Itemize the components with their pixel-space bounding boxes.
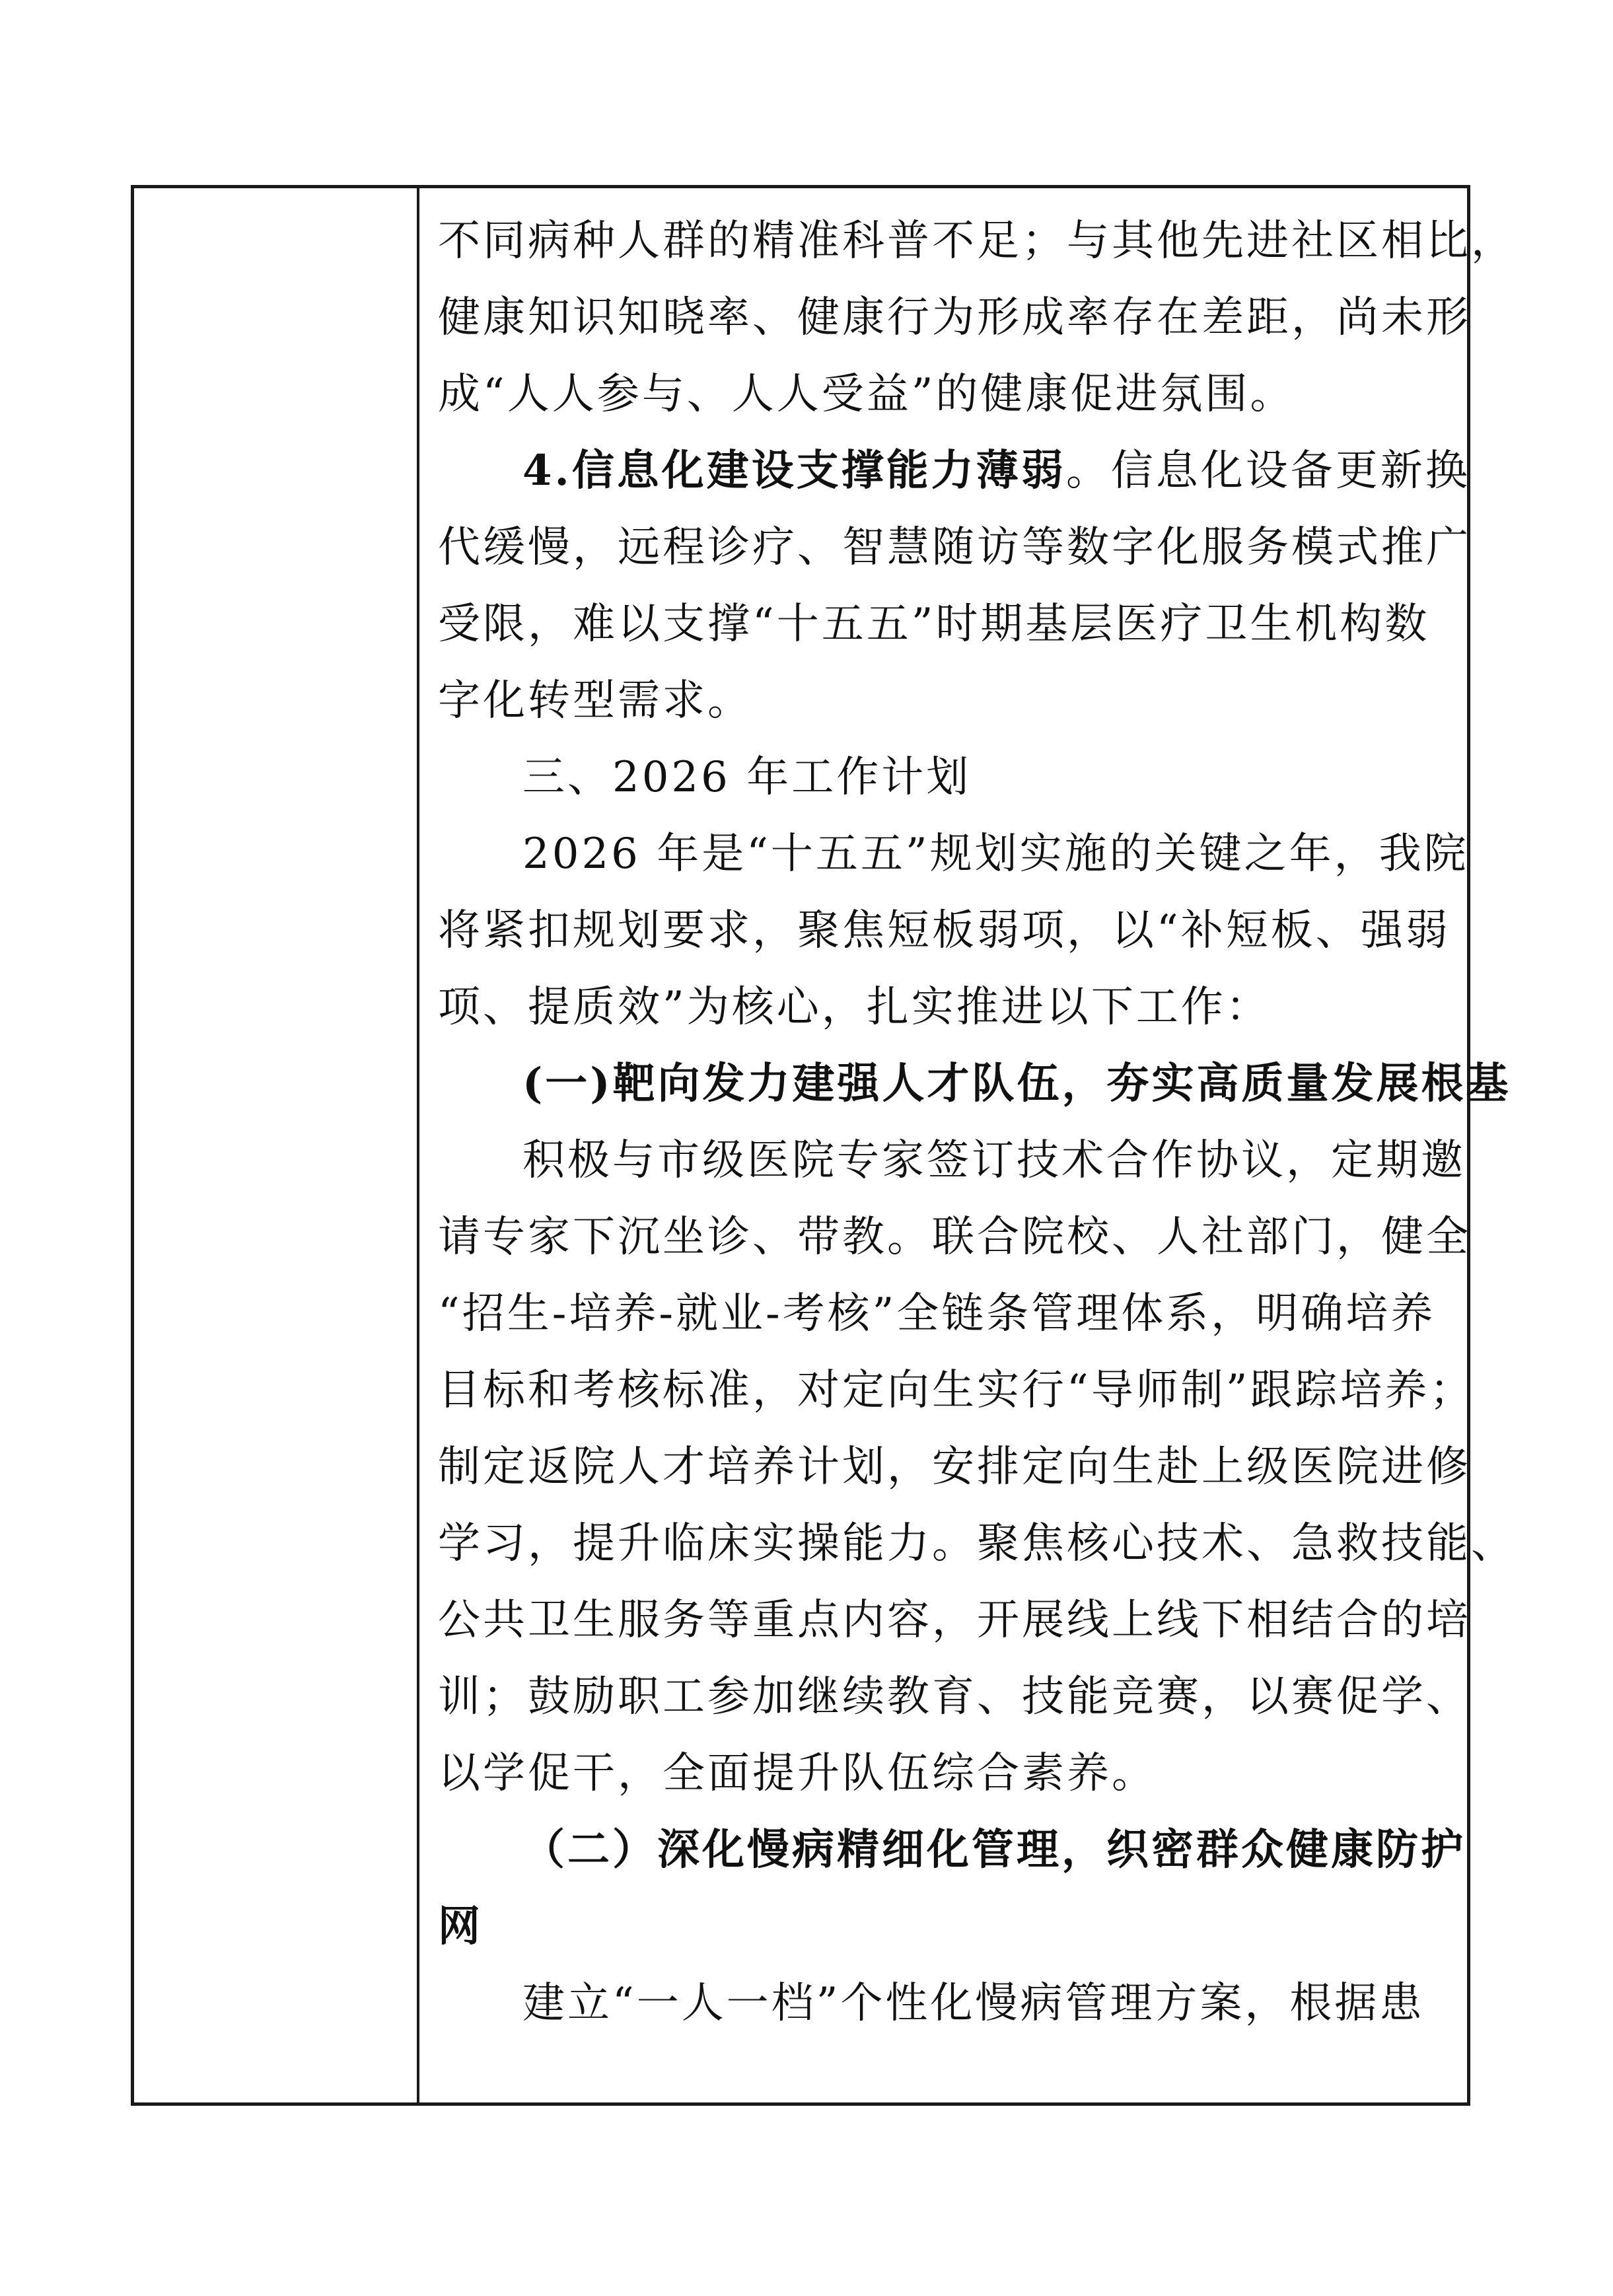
text-line: 受限，难以支撑“十五五”时期基层医疗卫生机构数	[438, 600, 1430, 649]
paragraph-health-education	[438, 203, 1516, 433]
document-table	[131, 185, 1516, 2106]
text-line: 学习，提升临床实操能力。聚焦核心技术、急救技能、	[438, 1519, 1516, 1568]
heading-line: 三、2026 年工作计划	[522, 753, 972, 802]
text-line: “招生-培养-就业-考核”全链条管理体系，明确培养	[438, 1289, 1436, 1338]
text-line: 将紧扣规划要求，聚焦短板弱项，以“补短板、强弱	[438, 906, 1451, 955]
text-line: 代缓慢，远程诊疗、智慧随访等数字化服务模式推广	[438, 523, 1471, 572]
table-content-cell	[419, 188, 1516, 2102]
text-line: 健康知识知晓率、健康行为形成率存在差距，尚未形	[438, 293, 1471, 342]
paragraph-talent	[438, 1122, 1516, 1812]
subheading-chronic-disease	[438, 1812, 1466, 1965]
text-line: 成“人人参与、人人受益”的健康促进氛围。	[438, 370, 1295, 419]
text-line: 训；鼓励职工参加继续教育、技能竞赛，以赛促学、	[438, 1672, 1471, 1721]
subheading-line: (一)靶向发力建强人才队伍，夯实高质量发展根基	[522, 1059, 1511, 1108]
text-line: 2026 年是“十五五”规划实施的关键之年，我院	[522, 830, 1469, 879]
text-line: 字化转型需求。	[438, 676, 752, 725]
text-line: 目标和考核标准，对定向生实行“导师制”跟踪培养；	[438, 1366, 1475, 1415]
paragraph-chronic-disease	[438, 1965, 1459, 2042]
paragraph-informatization	[438, 433, 1471, 739]
text-line: 不同病种人群的精准科普不足；与其他先进社区相比，	[438, 217, 1516, 266]
section-heading	[438, 739, 1459, 816]
text-line	[438, 433, 1470, 509]
text-line: 以学促干，全面提升队伍综合素养。	[438, 1749, 1157, 1798]
subheading-line: （二）深化慢病精细化管理，织密群众健康防护	[522, 1825, 1466, 1875]
text-line: 公共卫生服务等重点内容，开展线上线下相结合的培	[438, 1596, 1471, 1645]
paragraph-2026-intro	[438, 816, 1469, 1046]
subheading-line: 网	[438, 1902, 483, 1951]
text-line: 制定返院人才培养计划，安排定向生赴上级医院进修	[438, 1443, 1471, 1491]
text-line: 项、提质效”为核心，扎实推进以下工作：	[438, 983, 1271, 1032]
text-run: 。信息化设备更新换	[1065, 447, 1470, 495]
text-line: 积极与市级医院专家签订技术合作协议，定期邀	[522, 1136, 1466, 1185]
subheading-talent	[438, 1046, 1511, 1122]
text-line: 请专家下沉坐诊、带教。联合院校、人社部门，健全	[438, 1213, 1471, 1262]
bold-lead: 4.信息化建设支撑能力薄弱	[522, 446, 1066, 495]
table-left-cell	[134, 188, 419, 2102]
text-line: 建立“一人一档”个性化慢病管理方案，根据患	[522, 1979, 1425, 2028]
